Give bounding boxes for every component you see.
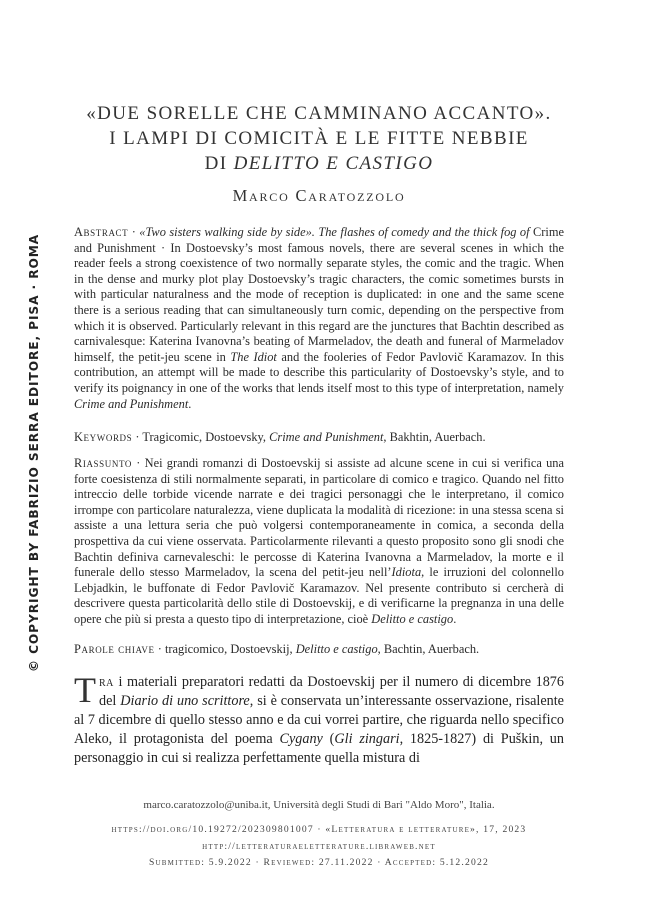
riassunto-text-3: . xyxy=(453,611,457,626)
parole-sep: · xyxy=(154,642,165,656)
copyright-text: © COPYRIGHT BY FABRIZIO SERRA EDITORE, PISA · ROMA xyxy=(27,233,41,673)
body-text-3: ( xyxy=(322,731,335,747)
parole-text-2: , Bachtin, Auerbach. xyxy=(377,642,480,656)
parole-label: Parole chiave xyxy=(74,642,155,656)
body-text-1: i materiali preparatori redatti da Dostoevskij per il numero di dicembre 1876 del xyxy=(99,674,564,709)
title-line-1: «DUE SORELLE CHE CAMMINANO ACCANTO». xyxy=(86,103,552,124)
body-text-4: , 1825-1827) di Puškin, un personaggio in cui si realizza perfettamente quella mistura di xyxy=(74,731,564,766)
abstract-text-2: and the fooleries of Fedor Pavlovič Karamazov. In this contribution, an attempt will be made to describe this particularity of Dostoevsky’s style, and to verify its poignancy in one of the works that lends itself most to this type of interpretation, namely xyxy=(74,349,564,395)
abstract-title-en: «Two sisters walking side by side». The flashes of comedy and the thick fog of xyxy=(139,225,530,239)
title-line-2: I LAMPI DI COMICITÀ E LE FITTE NEBBIE xyxy=(109,128,529,149)
keywords-text-1: Tragicomic, Dostoevsky, xyxy=(142,430,270,444)
riassunto-text-2: , le irruzioni del colonnello Lebjadkin, le buffonate di Fedor Pavlovič Karamazov. Nel presente contributo si cercherà di descrivere questa particolarità dello stile di Dostoevskij, e di verificarne la pregnanza in una delle opere che più si presta a questo tipo di interpretazione, cioè xyxy=(74,565,564,626)
abstract-title-work: Crime and Punishment xyxy=(74,225,564,255)
riassunto-work-idiota: Idiota xyxy=(391,565,422,580)
body-paragraph xyxy=(74,670,564,768)
keywords-work: Crime and Punishment xyxy=(269,430,384,444)
keywords-paragraph xyxy=(74,430,564,446)
keywords-label: Keywords xyxy=(74,430,133,444)
body-work-diario: Diario di uno scrittore xyxy=(120,693,250,709)
riassunto-sep: · xyxy=(132,456,145,470)
journal-url[interactable]: http://letteraturaeletterature.libraweb.net xyxy=(202,841,436,852)
abstract-work-crime: Crime and Punishment xyxy=(74,396,189,411)
riassunto-work-delitto: Delitto e castigo xyxy=(371,611,454,626)
article-title xyxy=(74,101,564,176)
keywords-text-2: , Bakhtin, Auerbach. xyxy=(383,430,486,444)
parole-work: Delitto e castigo xyxy=(295,642,378,656)
body-lead: ra xyxy=(99,674,114,690)
parole-chiave-paragraph xyxy=(74,642,564,658)
author-name: Marco Caratozzolo xyxy=(232,186,406,205)
abstract-sep: · xyxy=(128,225,140,239)
copyright-sidebar xyxy=(18,218,50,688)
abstract-text-3: . xyxy=(188,396,192,411)
riassunto-label: Riassunto xyxy=(74,456,133,470)
submission-dates: Submitted: 5.9.2022 · Reviewed: 27.11.2022 · Accepted: 5.12.2022 xyxy=(148,857,490,868)
abstract-text-1: · In Dostoevsky’s most famous novels, there are several scenes in which the reader feels a strong coexistence of two normally separate styles, the comic and the tragic. When in the dense and murky plot play Dostoevsky’s tragic characters, the comic sometimes bursts in with particular naturalness and the mode of reception is duplicated: in one and the same scene there is a serious reading that can simultaneously turn comic, depending on the perspective from which it is observed. Particularly relevant in this regard are the junctures that Bachtin described as carnivalesque: Katerina Ivanovna’s beating of Marmeladov, the death and funeral of Marmeladov himself, the petit-jeu scene in xyxy=(74,240,564,364)
body-work-zingari: Gli zingari xyxy=(334,731,400,747)
abstract-work-idiot: The Idiot xyxy=(230,349,277,364)
author-affiliation: marco.caratozzolo@uniba.it, Università degli Studi di Bari "Aldo Moro", Italia. xyxy=(143,799,495,811)
parole-text-1: tragicomico, Dostoevskij, xyxy=(164,642,296,656)
drop-cap: T xyxy=(74,670,96,710)
title-line-3-prefix: DI xyxy=(204,153,234,174)
riassunto-text-1: Nei grandi romanzi di Dostoevskij si assiste ad alcune scene in cui si verifica una forte coesistenza di stili normalmente separati, in particolare di comico e tragico. Quando nel fitto intreccio delle torbide vicende narrate e dei tragici personaggi che le interpretano, il comico irrompe con particolare naturalezza, viene duplicata la modalità di ricezione: in una stessa scena si assiste a una lettura seria che può volgersi contemporaneamente in comica, a seconda della prospettiva da cui viene osservata. Particolarmente rilevanti a questo proposito sono gli snodi che Bachtin definiva carnevaleschi: le percosse di Katerina Ivanovna a Marmeladov, la morte e il funerale dello stesso Marmeladov, la scena del petit-jeu nell’ xyxy=(74,456,564,580)
body-work-cygany: Cygany xyxy=(279,731,323,747)
title-line-3-italic: DELITTO E CASTIGO xyxy=(233,153,434,174)
abstract-label: Abstract xyxy=(74,225,129,239)
doi-citation[interactable]: https://doi.org/10.19272/202309801007 · «Letteratura e letterature», 17, 2023 xyxy=(111,824,527,835)
riassunto-paragraph xyxy=(74,456,564,628)
body-text-2: , si è conservata un’interessante osservazione, risalente al 7 dicembre di quello stesso anno e da cui vorrei partire, che riguarda nello specifico Aleko, il protagonista del poema xyxy=(74,693,564,747)
keywords-sep: · xyxy=(132,430,143,444)
title-line-3 xyxy=(74,151,564,176)
abstract-paragraph xyxy=(74,225,564,412)
